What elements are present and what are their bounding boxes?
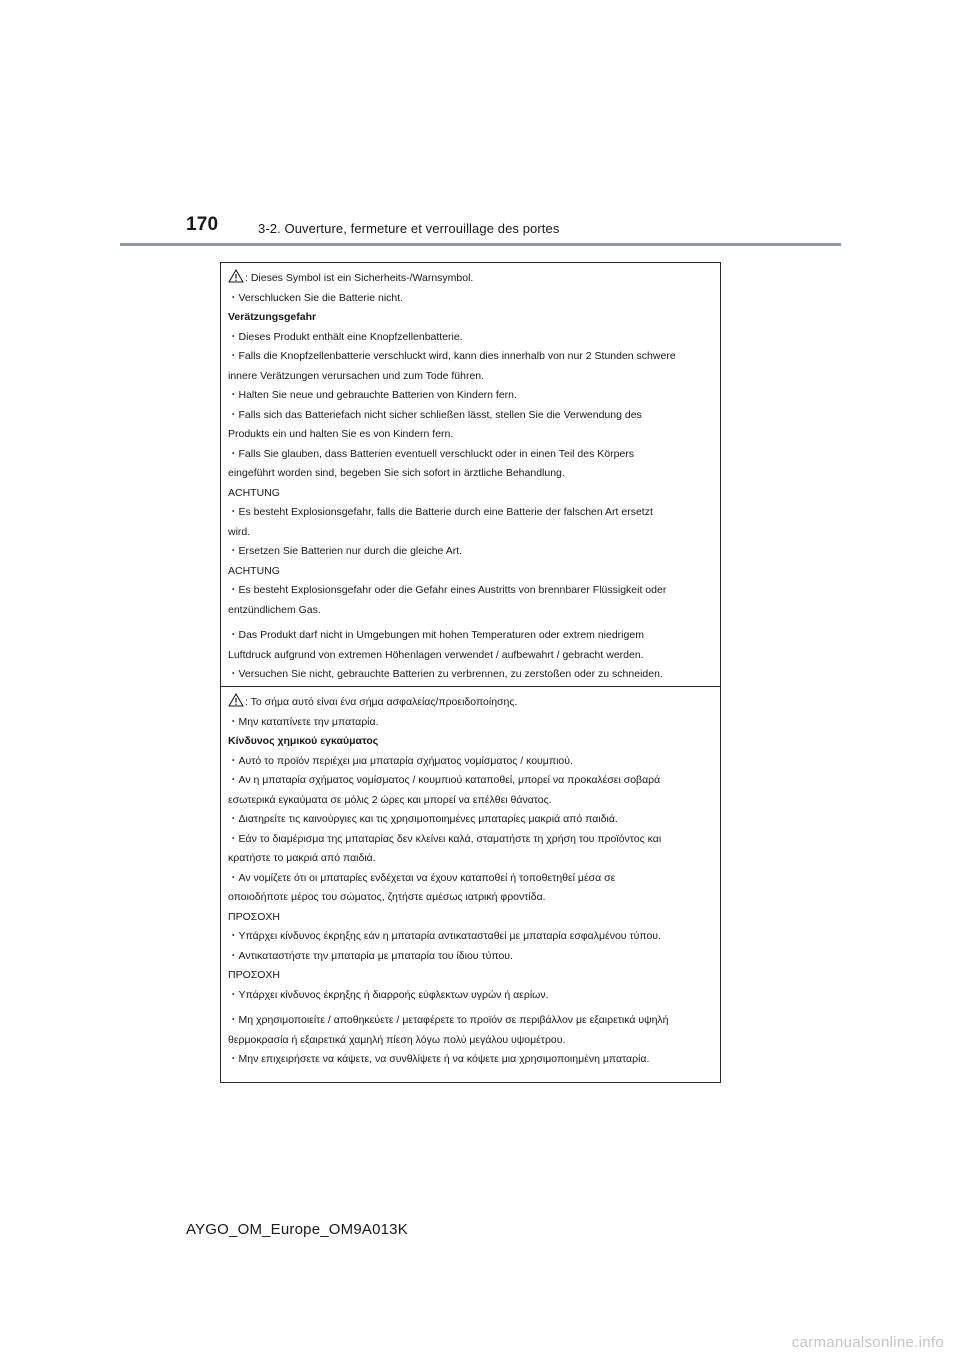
warning-line-text: ΠΡΟΣΟΧΗ xyxy=(228,969,280,981)
warning-line xyxy=(228,328,712,348)
warning-line-text: ・Μην καταπίνετε την μπαταρία. xyxy=(228,715,379,728)
warning-line-text: ・Αυτό το προϊόν περιέχει μια μπαταρία σχήματος νομίσματος / κουμπιού. xyxy=(228,754,573,767)
warning-block-divider xyxy=(221,686,720,687)
warning-line xyxy=(228,464,712,484)
warning-line xyxy=(228,269,712,289)
warning-line xyxy=(228,830,712,850)
warning-line-text: ・Υπάρχει κίνδυνος έκρηξης εάν η μπαταρία αντικατασταθεί με μπαταρία εσφαλμένου τύπου. xyxy=(228,930,661,942)
footer-doc-code: AYGO_OM_Europe_OM9A013K xyxy=(186,1221,408,1238)
warning-line-text: ・Falls sich das Batteriefach nicht sicher schließen lässt, stellen Sie die Verwendung des xyxy=(228,408,642,421)
warning-line-text: ・Αντικαταστήστε την μπαταρία με μπαταρία του ίδιου τύπου. xyxy=(228,949,513,962)
warning-line-text: ΠΡΟΣΟΧΗ xyxy=(228,910,280,923)
warning-line-text: ・Μην επιχειρήσετε να κάψετε, να συνθλίψετε ή να κόψετε μια χρησιμοποιημένη μπαταρία. xyxy=(228,1053,650,1065)
warning-line-text: ・Halten Sie neue und gebrauchte Batterien von Kindern fern. xyxy=(228,389,517,401)
warning-line-text: Verätzungsgefahr xyxy=(228,311,317,323)
warning-line-text: : Dieses Symbol ist ein Sicherheits-/Warnsymbol. xyxy=(245,272,474,284)
warning-line-text: ・Verschlucken Sie die Batterie nicht. xyxy=(228,291,404,304)
warning-triangle-icon xyxy=(228,693,244,707)
warning-line xyxy=(228,367,712,387)
warning-line xyxy=(228,347,712,367)
warning-line xyxy=(228,1011,712,1031)
warning-line xyxy=(228,791,712,811)
warning-line-text: ・Falls die Knopfzellenbatterie verschluckt wird, kann dies innerhalb von nur 2 Stunden schwere xyxy=(228,350,676,362)
warning-line xyxy=(228,927,712,947)
warning-line xyxy=(228,503,712,523)
warning-line-text: ・Υπάρχει κίνδυνος έκρηξης ή διαρροής εύφλεκτων υγρών ή αερίων. xyxy=(228,988,549,1001)
warning-line-text: ・Versuchen Sie nicht, gebrauchte Batterien zu verbrennen, zu zerstoßen oder zu schneiden. xyxy=(228,668,663,680)
warning-line xyxy=(228,849,712,869)
warning-line-text: ・Εάν το διαμέρισμα της μπαταρίας δεν κλείνει καλά, σταματήστε τη χρήση του προϊόντος και xyxy=(228,832,662,845)
warning-line xyxy=(228,581,712,601)
warning-line xyxy=(228,308,712,328)
warning-line-text: ACHTUNG xyxy=(228,486,280,499)
warning-line-text: ・Ersetzen Sie Batterien nur durch die gleiche Art. xyxy=(228,545,463,557)
warning-line xyxy=(228,771,712,791)
warning-line xyxy=(228,386,712,406)
warning-line xyxy=(228,289,712,309)
warning-line xyxy=(228,646,712,666)
warning-line-text: Κίνδυνος χημικού εγκαύματος xyxy=(228,735,379,747)
warning-line-text: ・Das Produkt darf nicht in Umgebungen mit hohen Temperaturen oder extrem niedrigem xyxy=(228,629,644,641)
warning-triangle-icon xyxy=(228,269,244,283)
warning-line-text: eingeführt worden sind, begeben Sie sich sofort in ärztliche Behandlung. xyxy=(228,467,565,479)
warning-line-text: θερμοκρασία ή εξαιρετικά χαμηλή πίεση λόγω πολύ μεγάλου υψομέτρου. xyxy=(228,1033,566,1046)
warning-line xyxy=(228,1050,712,1070)
watermark: carmanualsonline.info xyxy=(791,1334,944,1351)
warning-line-text: ・Dieses Produkt enthält eine Knopfzellenbatterie. xyxy=(228,330,463,343)
warning-line-text: ・Es besteht Explosionsgefahr oder die Gefahr eines Austritts von brennbarer Flüssigkeit oder xyxy=(228,584,667,596)
warning-line xyxy=(228,601,712,621)
warning-line xyxy=(228,713,712,733)
warning-line-text: : Το σήμα αυτό είναι ένα σήμα ασφαλείας/προειδοποίησης. xyxy=(245,696,518,708)
warning-line-text: ・Es besteht Explosionsgefahr, falls die Batterie durch eine Batterie der falschen Art ersetzt xyxy=(228,506,653,518)
warning-line-text: entzündlichem Gas. xyxy=(228,603,321,616)
warning-line xyxy=(228,693,712,713)
warning-line-text: ・Falls Sie glauben, dass Batterien eventuell verschluckt oder in einen Teil des Körpers xyxy=(228,447,635,460)
page-number: 170 xyxy=(186,214,219,235)
warning-line xyxy=(228,445,712,465)
warning-line-text: κρατήστε το μακριά από παιδιά. xyxy=(228,852,376,864)
section-title: 3-2. Ouverture, fermeture et verrouillage des portes xyxy=(258,221,560,236)
warning-line xyxy=(228,966,712,986)
header-rule xyxy=(120,243,841,246)
warning-line xyxy=(228,523,712,543)
warning-line-text: εσωτερικά εγκαύματα σε μόλις 2 ώρες και μπορεί να επέλθει θάνατος. xyxy=(228,793,552,806)
warning-line-text: ・Μη χρησιμοποιείτε / αποθηκεύετε / μεταφέρετε το προϊόν σε περιβάλλον με εξαιρετικά υψηλή xyxy=(228,1014,669,1026)
warning-line-text: ・Αν νομίζετε ότι οι μπαταρίες ενδέχεται να έχουν καταποθεί ή τοποθετηθεί μέσα σε xyxy=(228,871,616,884)
warning-line xyxy=(228,562,712,582)
warning-line xyxy=(228,752,712,772)
warning-line xyxy=(228,810,712,830)
warning-line-text: οποιοδήποτε μέρος του σώματος, ζητήστε αμέσως ιατρική φροντίδα. xyxy=(228,891,546,903)
warning-line-text: ACHTUNG xyxy=(228,564,280,577)
warning-block-german xyxy=(221,269,720,685)
warning-line xyxy=(228,888,712,908)
warning-line xyxy=(228,626,712,646)
warning-line-text: wird. xyxy=(228,525,251,538)
warning-line-text: Luftdruck aufgrund von extremen Höhenlagen verwendet / aufbewahrt / gebracht werden. xyxy=(228,648,644,661)
warning-line xyxy=(228,947,712,967)
warning-line xyxy=(228,908,712,928)
warning-line-text: Produkts ein und halten Sie es von Kindern fern. xyxy=(228,428,454,440)
warning-line xyxy=(228,1031,712,1051)
warning-line xyxy=(228,406,712,426)
warning-block-greek xyxy=(221,693,720,1070)
warning-line xyxy=(228,986,712,1006)
warning-line xyxy=(228,425,712,445)
warning-box xyxy=(220,262,721,1083)
warning-line xyxy=(228,665,712,685)
warning-line-text: ・Διατηρείτε τις καινούργιες και τις χρησιμοποιημένες μπαταρίες μακριά από παιδιά. xyxy=(228,813,618,825)
warning-line-text: ・Αν η μπαταρία σχήματος νομίσματος / κουμπιού καταποθεί, μπορεί να προκαλέσει σοβαρά xyxy=(228,774,661,786)
warning-line xyxy=(228,869,712,889)
warning-line xyxy=(228,542,712,562)
warning-line-text: innere Verätzungen verursachen und zum Tode führen. xyxy=(228,369,485,382)
warning-line xyxy=(228,732,712,752)
warning-line xyxy=(228,484,712,504)
